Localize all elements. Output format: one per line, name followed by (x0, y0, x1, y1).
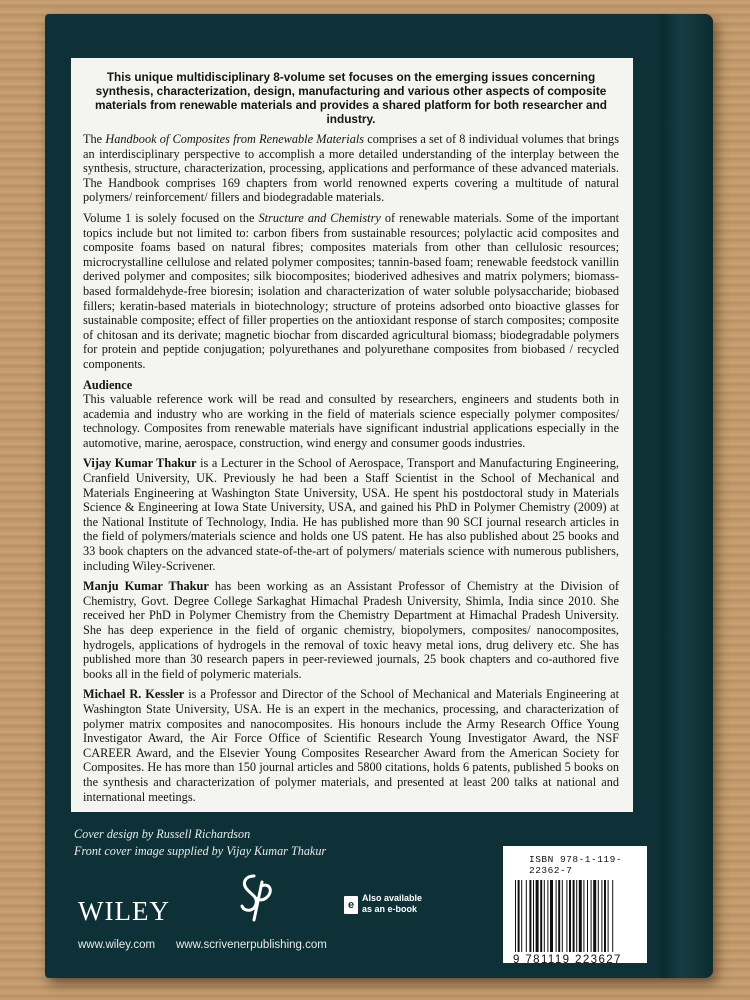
audience-heading: Audience (83, 377, 133, 392)
description-panel (71, 58, 633, 812)
ebook-icon: e (344, 896, 358, 914)
author-name: Michael R. Kessler (83, 687, 185, 702)
author-bio (83, 687, 619, 804)
scrivener-logo-icon (232, 872, 278, 924)
audience-text: This valuable reference work will be read and consulted by researchers, engineers and students both in academia and industry who are working in the field of materials science especially polymer composites/ technology. Composites from renewable materials have significant industrial applications especially in the automotive, marine, aerospace, construction, wind energy and consumer goods industries. (83, 392, 619, 450)
ebook-line-2: as an e-book (362, 904, 418, 914)
cover-image-credit: Front cover image supplied by Vijay Kumar Thakur (74, 844, 327, 858)
volume-title: Structure and Chemistry (258, 210, 381, 225)
author-bio-text: has been working as an Assistant Professor of Chemistry at the Division of Chemistry, Govt. Degree College Sarkaghat Himachal Pradesh University, Shimla, India since 2010. She received her PhD in Polymer Chemistry from the Chemistry Department at Himachal Pradesh University. She has deep experience in the field of organic chemistry, biopolymers, composites/ nanocomposites, hydrogels, applications of hydrogels in the removal of toxic heavy metal ions, drug delivery etc. She has published more than 30 research papers in peer-reviewed journals, 25 book chapters and co-authored five books all in the field of polymeric materials. (83, 579, 620, 681)
author-name: Manju Kumar Thakur (83, 579, 209, 594)
book-spine-edge (661, 14, 713, 978)
author-bio-text: is a Lecturer in the School of Aerospace, Transport and Manufacturing Engineering, Cranfield University, UK. Previously he had been a Staff Scientist in the School of Mechanical and Materials Engineering at Washington State University, USA. He spent his postdoctoral study in Materials Science & Engineering at Iowa State University, USA, and gained his PhD in Polymer Chemistry (2009) at the National Institute of Technology, India. He has published more than 90 SCI journal research articles in the field of polymers/materials science and holds one US patent. He has also published about 25 books and 33 book chapters on the advanced state-of-the-art of polymers/ materials science with numerous publishers, including Wiley-Scrivener. (83, 456, 619, 573)
para2-before: Volume 1 is solely focused on the (83, 210, 259, 225)
barcode-number: 9 781119 223627 (513, 954, 622, 966)
author-name: Vijay Kumar Thakur (83, 456, 197, 471)
para1-after: comprises a set of 8 individual volumes that brings an interdisciplinary perspective to accomplish a more detailed understanding of the interplay between the synthesis, structure, characterization, processing, applications and performance of these advanced materials. The Handbook comprises 169 chapters from world renowned experts covering a multitude of natural polymers/ reinforcement/ fillers and biodegradable materials. (83, 132, 619, 205)
cover-design-credit: Cover design by Russell Richardson (74, 827, 251, 841)
isbn-text: ISBN 978-1-119-22362-7 (529, 854, 623, 876)
volume-description (83, 211, 619, 372)
para1-before: The (83, 132, 106, 146)
wiley-url[interactable]: www.wiley.com (78, 939, 156, 951)
ebook-availability (362, 893, 422, 915)
barcode-icon (513, 880, 637, 954)
intro-blurb: This unique multidisciplinary 8-volume set focuses on the emerging issues concerning synthesis, characterization, design, manufacturing and various other aspects of composite materials from renewable materials and provides a shared platform for both researcher and industry. (94, 70, 608, 126)
para2-after: of renewable materials. Some of the important topics include but not limited to: carbon fibers from sustainable resources; polylactic acid composites and composite foams based on natural fibres; composites materials from other than cellulosic resources; microcrystalline cellulose and related polymer composites; tannin-based foam; renewable feedstock vanillin derived polymer and composites; silk biocomposites; bioderived adhesives and matrix polymers; biomass-based formaldehyde-free bioresin; isolation and characterization of water soluble polysaccharide; biobased fillers; keratin-based materials in biotechnology; structure of proteins adsorbed onto bioactive glasses for sustainable composite; effect of filler properties on the antioxidant response of starch composites; composite of chitosan and its derivate; magnetic biochar from discarded agricultural biomass; biodegradable polymers for protein and peptide conjugation; polyurethanes and polyurethane composites from biobased / recycled components. (83, 210, 620, 371)
author-bio (83, 456, 619, 573)
scrivener-url[interactable]: www.scrivenerpublishing.com (176, 939, 327, 951)
cover-credits (74, 826, 326, 860)
handbook-description (83, 132, 619, 205)
wiley-logo: WILEY (78, 896, 170, 926)
author-bio (83, 579, 619, 681)
ebook-line-1: Also available (362, 893, 423, 903)
author-bio-text: is a Professor and Director of the School of Mechanical and Materials Engineering at Washington State University, USA. He is an expert in the mechanics, processing, and characterization of polymer matrix composites and nanocomposites. His honours include the Army Research Office Young Investigator Award, the Air Force Office of Scientific Research Young Investigator Award, the NSF CAREER Award, and the Elsevier Young Composites Researcher Award from the American Society for Composites. He has more than 150 journal articles and 5800 citations, holds 6 patents, published 5 books on the synthesis and characterization of polymer materials, and presented at least 200 talks at national and international meetings. (83, 687, 620, 804)
handbook-title: Handbook of Composites from Renewable Materials (105, 132, 365, 146)
barcode-label (503, 846, 647, 966)
